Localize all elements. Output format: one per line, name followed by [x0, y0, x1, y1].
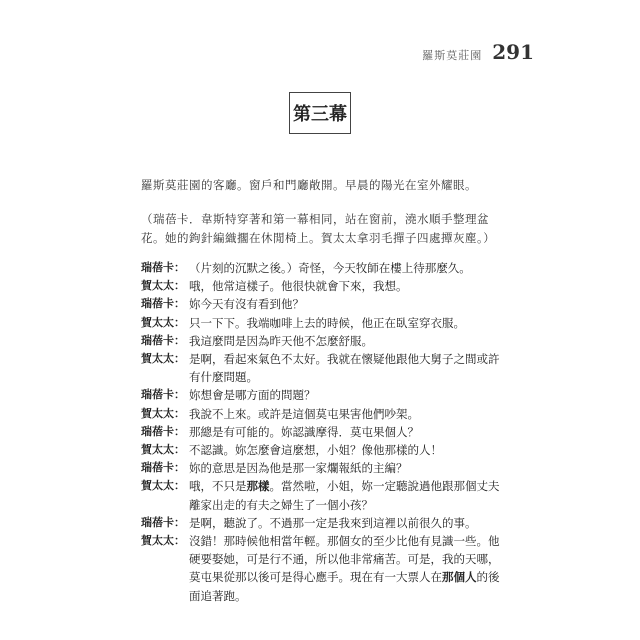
- speaker-name: 賀太太：: [141, 352, 185, 366]
- speech-text: 不認識。妳怎麼會這麼想，小姐？像他那樣的人！: [189, 443, 442, 458]
- speaker-name: 賀太太：: [141, 479, 185, 493]
- speech-text: 我這麼問是因為昨天他不怎麼舒服。: [189, 333, 373, 348]
- speech-text: （片刻的沉默之後。）奇怪，今天牧師在樓上待那麼久。: [189, 261, 471, 275]
- emphasized-text: 那樣: [246, 479, 270, 494]
- act-title-ornament: [287, 90, 353, 136]
- speech-text: 只一下下。我端咖啡上去的時候，他正在臥室穿衣服。: [189, 315, 465, 330]
- speaker-name: 賀太太：: [141, 315, 185, 329]
- speech-text: 我說不上來。或許是這個莫屯果害他們吵架。: [189, 406, 419, 421]
- stage-direction: （瑞蓓卡．韋斯特穿著和第一幕相同，站在窗前，澆水順手整理盆花。她的鉤針編織擱在休閒椅上。賀太太拿羽毛撣子四處撢灰塵。）: [141, 212, 496, 245]
- dialogue-line: [141, 441, 501, 459]
- dialogue-line: [141, 386, 501, 404]
- speaker-name: 瑞蓓卡：: [141, 297, 185, 311]
- dialogue-line: [141, 332, 501, 350]
- speech-text: 是啊，聽說了。不過那一定是我來到這裡以前很久的事。: [189, 515, 477, 530]
- speech-text: 妳今天有沒有看到他？: [189, 297, 304, 312]
- speaker-name: 瑞蓓卡：: [141, 261, 185, 274]
- speaker-name: 賀太太：: [141, 443, 185, 457]
- dialogue-line: [141, 459, 501, 477]
- dialogue-line: [141, 477, 501, 513]
- dialogue-line: [141, 295, 501, 313]
- speech-text: [189, 532, 501, 605]
- speaker-name: 賀太太：: [141, 406, 185, 420]
- speaker-name: 瑞蓓卡：: [141, 461, 185, 475]
- running-title: 羅斯莫莊園: [422, 49, 483, 62]
- speech-text-part: 哦，不只是: [189, 479, 247, 494]
- dialogue-line: [141, 259, 501, 277]
- page-number: 291: [492, 40, 534, 64]
- speech-text: 妳想會是哪方面的問題？: [189, 388, 316, 403]
- speaker-name: 瑞蓓卡：: [141, 388, 185, 402]
- speech-text: 是啊，看起來氣色不太好。我就在懷疑他跟他大舅子之間或許有什麼問題。: [189, 352, 500, 385]
- dialogue: [141, 259, 501, 605]
- speaker-name: 賀太太：: [141, 534, 185, 548]
- dialogue-line: [141, 350, 501, 386]
- scene-description: 羅斯莫莊園的客廳。窗戶和門廳敞開。早晨的陽光在室外耀眼。: [141, 178, 477, 192]
- dialogue-line: [141, 277, 501, 295]
- emphasized-text: 那個人: [442, 570, 477, 585]
- dialogue-line: [141, 314, 501, 332]
- speech-text-part: 。當然啦，小姐，妳一定聽說過他跟那個丈夫離家出走的有夫之婦生了一個小孩？: [189, 479, 500, 512]
- speech-text: [189, 477, 501, 513]
- dialogue-line: [141, 423, 501, 441]
- running-header: [422, 40, 534, 64]
- speech-text: 那總是有可能的。妳認識摩得．莫屯果個人？: [189, 424, 419, 439]
- dialogue-line: [141, 405, 501, 423]
- dialogue-line: [141, 514, 501, 532]
- speaker-name: 賀太太：: [141, 279, 185, 293]
- speech-text: 妳的意思是因為他是那一家爛報紙的主編？: [189, 461, 408, 476]
- act-title: 第三幕: [291, 100, 349, 126]
- speech-text: 哦，他常這樣子。他很快就會下來，我想。: [189, 279, 408, 294]
- speech-text-part: 的後面追著跑。: [189, 570, 500, 603]
- speaker-name: 瑞蓓卡：: [141, 515, 185, 529]
- speech-text-part: 沒錯！那時候他相當年輕。那個女的至少比他有見識一些。他硬要娶她，可是行不通，所以他非常痛苦。可是，我的天哪，莫屯果從那以後可是得心應手。現在有一大票人在: [189, 534, 500, 585]
- speaker-name: 瑞蓓卡：: [141, 333, 185, 347]
- dialogue-line: [141, 532, 501, 605]
- speaker-name: 瑞蓓卡：: [141, 424, 185, 438]
